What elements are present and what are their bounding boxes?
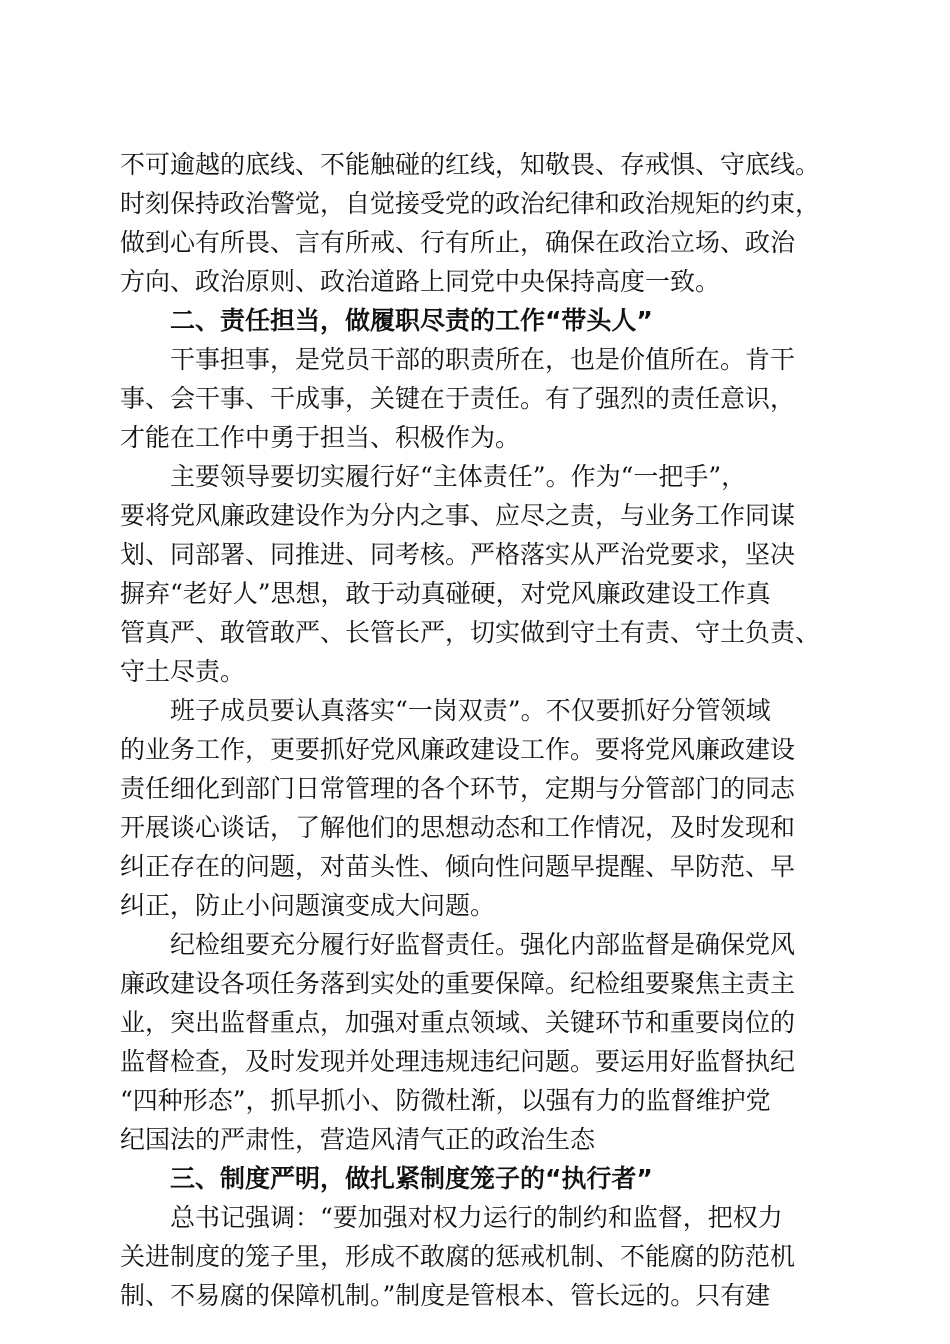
text-line: 责任细化到部门日常管理的各个环节，定期与分管部门的同志: [120, 774, 796, 803]
paragraph-start: 班子成员要认真落实“一岗双责”。不仅要抓好分管领域: [170, 696, 771, 725]
document-page: [120, 145, 840, 1315]
text-line: 监督检查，及时发现并处理违规违纪问题。要运用好监督执纪: [120, 1047, 796, 1076]
paragraph-start: 干事担事，是党员干部的职责所在，也是价值所在。肯干: [170, 345, 796, 374]
text-line: 纪国法的严肃性，营造风清气正的政治生态: [120, 1125, 596, 1154]
text-line: “四种形态”，抓早抓小、防微杜渐，以强有力的监督维护党: [120, 1086, 771, 1115]
text-line: 时刻保持政治警觉，自觉接受党的政治纪律和政治规矩的约束，: [120, 189, 821, 218]
text-line: 事、会干事、干成事，关键在于责任。有了强烈的责任意识，: [120, 384, 796, 413]
paragraph-start: 主要领导要切实履行好“主体责任”。作为“一把手”，: [170, 462, 747, 491]
text-line: 业，突出监督重点，加强对重点领域、关键环节和重要岗位的: [120, 1008, 796, 1037]
section-heading-2: 二、责任担当，做履职尽责的工作“带头人”: [170, 306, 653, 335]
text-line: 才能在工作中勇于担当、积极作为。: [120, 423, 521, 452]
text-line: 守土尽责。: [120, 657, 246, 686]
text-line: 制、不易腐的保障机制。”制度是管根本、管长远的。只有建: [120, 1281, 771, 1310]
text-line: 纠正存在的问题，对苗头性、倾向性问题早提醒、早防范、早: [120, 852, 796, 881]
text-line: 不可逾越的底线、不能触碰的红线，知敬畏、存戒惧、守底线。: [120, 150, 821, 179]
paragraph-start: 纪检组要充分履行好监督责任。强化内部监督是确保党风: [170, 930, 796, 959]
text-line: 的业务工作，更要抓好党风廉政建设工作。要将党风廉政建设: [120, 735, 796, 764]
text-line: 纠正，防止小问题演变成大问题。: [120, 891, 496, 920]
text-line: 关进制度的笼子里，形成不敢腐的惩戒机制、不能腐的防范机: [120, 1242, 796, 1271]
text-line: 摒弃“老好人”思想，敢于动真碰硬，对党风廉政建设工作真: [120, 579, 771, 608]
text-line: 做到心有所畏、言有所戒、行有所止，确保在政治立场、政治: [120, 228, 796, 257]
text-line: 方向、政治原则、政治道路上同党中央保持高度一致。: [120, 267, 721, 296]
text-line: 廉政建设各项任务落到实处的重要保障。纪检组要聚焦主责主: [120, 969, 796, 998]
section-heading-3: 三、制度严明，做扎紧制度笼子的“执行者”: [170, 1164, 653, 1193]
text-line: 开展谈心谈话，了解他们的思想动态和工作情况，及时发现和: [120, 813, 796, 842]
paragraph-start: 总书记强调：“要加强对权力运行的制约和监督，把权力: [170, 1203, 783, 1232]
text-line: 划、同部署、同推进、同考核。严格落实从严治党要求，坚决: [120, 540, 796, 569]
text-line: 要将党风廉政建设作为分内之事、应尽之责，与业务工作同谋: [120, 501, 796, 530]
text-line: 管真严、敢管敢严、长管长严，切实做到守土有责、守土负责、: [120, 618, 821, 647]
